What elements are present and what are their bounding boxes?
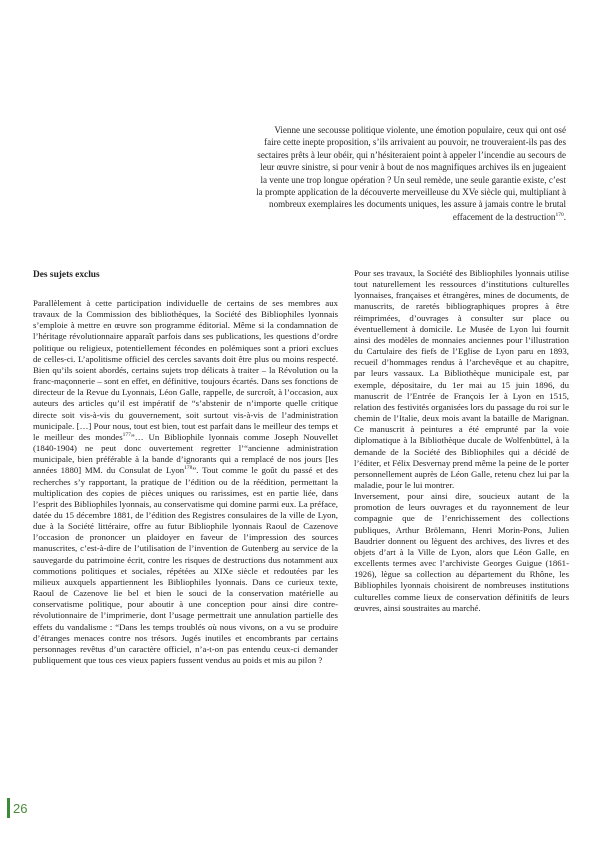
- left-text-a: Parallèlement à cette participation individuelle de certains de ses membres aux travaux de la Commission des bibliothèques, la Société des Bibliophiles lyonnais s’emploie à mettre en œuvre son programme éditorial. Même si la condamnation de l’héritage révolutionnaire apparaît parfois dans ses publications, les questions d’ordre politique ou religieux, potentiellement fécondes en polémiques sont a priori exclues de celles-ci. L’apolitisme officiel des cercles savants doit être plus ou moins respecté. Bien qu’ils soient abordés, certains sujets trop délicats à traiter – la Révolution ou la franc-maçonnerie – sont en effet, en définitive, toujours écartés. Dans ses fonctions de directeur de la Revue du Lyonnais, Léon Galle, rappelle, de surcroît, à l’occasion, aux auteurs des articles qu’il est impératif de “s’abstenir de n’importe quelle critique directe soit vis-à-vis du gouvernement, soit surtout vis-à-vis de l’administration municipale. […] Pour nous, tout est bien, tout est parfait dans le meilleur des temps et le meilleur des mondes: [33, 298, 338, 442]
- folio-rule: [7, 798, 10, 818]
- top-quote-end: .: [563, 211, 566, 222]
- footnote-ref: 177: [122, 431, 131, 438]
- right-paragraph-1: Pour ses travaux, la Société des Bibliophiles lyonnais utilise tout naturellement les ressources d’institutions culturelles lyonnaises, françaises et étrangères, mines de documents, de manuscrits, de raretés bibliographiques propres à être réimprimées, d’ouvrages à consulter sur place ou éventuellement à domicile. Le Musée de Lyon lui fournit ainsi des modèles de monnaies anciennes pour l’illustration du Cartulaire des fiefs de l’Eglise de Lyon paru en 1893, recueil d’hommages rendus à l’archevêque et au chapitre, par leurs vassaux. La Bibliothèque municipale est, par exemple, dépositaire, du 1er mai au 15 juin 1896, du manuscrit de l’Entrée de François Ier à Lyon en 1515, relation des festivités organisées lors du passage du roi sur le chemin de l’Italie, deux mois avant la bataille de Marignan. Ce manuscrit à peintures a été emprunté par la voie diplomatique à la Bibliothèque ducale de Wolfenbüttel, à la demande de la Société des Bibliophiles qui a décidé de l’éditer, et Félix Desvernay prend même la peine de le porter personnellement auprès de Léon Galle, retenu chez lui par la maladie, pour le lui montrer.: [354, 268, 569, 490]
- top-quotation: [256, 124, 566, 223]
- right-paragraph-2: Inversement, pour ainsi dire, soucieux autant de la promotion de leurs ouvrages et du rayonnement de leur compagnie que de l’enrichissement des collections publiques, Arthur Brölemann, Henri Morin-Pons, Julien Baudrier donnent ou lèguent des archives, des livres et des objets d’art à la Ville de Lyon, alors que Léon Galle, en excellents termes avec l’archiviste Georges Guigue (1861-1926), lègue sa collection au département du Rhône, les Bibliophiles lyonnais choisirent de nombreuses institutions culturelles comme lieux de conservation définitifs de leurs œuvres, ainsi soustraites au marché.: [354, 491, 569, 613]
- section-heading: Des sujets exclus: [33, 270, 100, 280]
- left-text-b: ”… Un Bibliophile lyonnais comme Joseph Nouvellet (1840-1904) ne peut donc ouvertement regretter l’“ancienne administration municipale, bien préférable à la bande d’ignorants qui a remplacé de nos jours [les années 1880] MM. du Consulat de Lyon: [33, 431, 338, 476]
- footnote-ref: 170: [555, 211, 564, 218]
- page-number: 26: [13, 801, 28, 816]
- top-quote-text: Vienne une secousse politique violente, une émotion populaire, ceux qui ont osé faire cette inepte proposition, s’ils arrivaient au pouvoir, ne trouveraient-ils pas des sectaires prêts à leur obéir, qui n’hésiteraient point à appeler l’incendie au secours de leur œuvre sinistre, si pour venir à bout de nos magnifiques archives ils en jugeaient la vente une trop longue opération ? Un seul remède, une seule garantie existe, c’est la prompte application de la découverte merveilleuse du XVe siècle qui, multipliant à nombreux exemplaires les documents uniques, les assure à jamais contre le brutal effacement de la destruction: [256, 125, 566, 222]
- left-column: [33, 298, 338, 666]
- left-paragraph: [33, 298, 338, 666]
- footnote-ref: 178: [184, 465, 193, 472]
- right-column: [354, 268, 569, 614]
- left-text-c: ”. Tout comme le goût du passé et des recherches s’y rapportant, la pratique de l’édition ou de la réédition, permettant la multiplication des copies de pièces uniques ou rarissimes, est en partie liée, dans l’esprit des Bibliophiles lyonnais, au conservatisme qui domine parmi eux. La préface, datée du 15 décembre 1881, de l’édition des Registres consulaires de la ville de Lyon, due à la Société littéraire, offre au futur Bibliophile lyonnais Raoul de Cazenove l’occasion de prononcer un plaidoyer en faveur de l’impression des sources manuscrites, c’est-à-dire de l’utilisation de l’invention de Gutenberg au service de la sauvegarde du patrimoine écrit, contre les risques de destructions dus notamment aux commotions politiques et sociales, répétées au XIXe siècle et redoutées par les milieux auxquels appartiennent les Bibliophiles lyonnais. Dans ce curieux texte, Raoul de Cazenove lie bel et bien le souci de la conservation matérielle au conservatisme politique, pour aboutir à une conception pour ainsi dire contre-révolutionnaire de l’imprimerie, dont l’usage permettrait une annulation partielle des effets du vandalisme : “Dans les temps troublés où nous vivons, on a vu se produire d’étranges menaces contre nos trésors. Jugés inutiles et encombrants par certains personnages revêtus d’un caractère officiel, n’a-t-on pas entendu ceux-ci demander publiquement que tous ces vieux papiers fussent vendus au poids et mis au pilon ?: [33, 465, 338, 665]
